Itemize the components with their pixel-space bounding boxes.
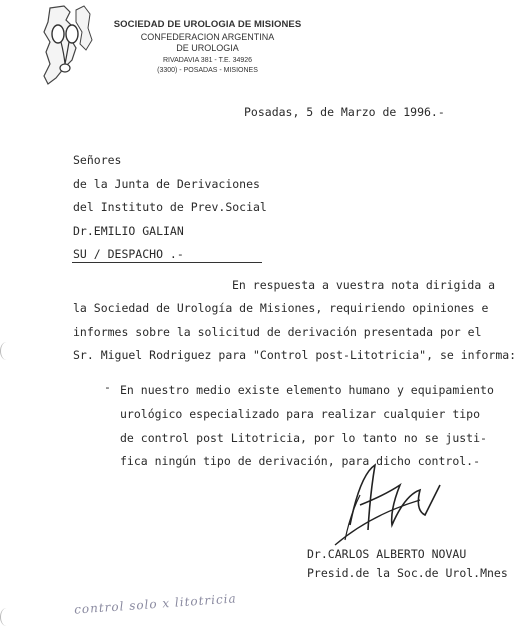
quote-line: urológico especializado para realizar cualquier tipo	[120, 407, 481, 421]
letterhead-confederation-line1: CONFEDERACION ARGENTINA	[140, 32, 275, 42]
recipient-underline	[72, 262, 262, 263]
signatory-title: Presid.de la Soc.de Urol.Mnes	[307, 566, 508, 580]
body-line: Sr. Miguel Rodriguez para "Control post-Litotricia", se informa:	[73, 348, 517, 362]
body-line: informes sobre la solicitud de derivación presentada por el	[73, 325, 482, 339]
handwritten-note: control solo x litotricia	[73, 591, 238, 617]
quote-line: de control post Litotricia, por lo tanto no se justi-	[120, 431, 487, 445]
letterhead-city: (3300) - POSADAS - MISIONES	[157, 67, 258, 74]
letterhead-confederation-line2: DE UROLOGIA	[176, 43, 239, 53]
recipient-line: Dr.EMILIO GALIAN	[73, 224, 184, 238]
quote-line: En nuestro medio existe elemento humano y equipamiento	[120, 383, 494, 397]
place-date: Posadas, 5 de Marzo de 1996.-	[244, 105, 445, 119]
punch-hole-mark	[0, 342, 13, 360]
society-logo-icon	[36, 4, 100, 88]
letterhead-address: RIVADAVIA 381 - T.E. 34926	[162, 57, 253, 64]
body-line: En respuesta a vuestra nota dirigida a	[232, 278, 496, 292]
handwritten-signature	[330, 455, 450, 555]
recipient-line: SU / DESPACHO .-	[73, 247, 184, 261]
letterhead-org-name: SOCIEDAD DE UROLOGIA DE MISIONES	[113, 19, 302, 30]
recipient-line: del Instituto de Prev.Social	[73, 200, 267, 214]
recipient-line: Señores	[73, 153, 122, 167]
body-line: la Sociedad de Urología de Misiones, requiriendo opiniones e	[73, 301, 489, 315]
signatory-name: Dr.CARLOS ALBERTO NOVAU	[307, 547, 467, 561]
punch-hole-mark	[0, 608, 13, 626]
quote-dash: -	[104, 380, 111, 394]
recipient-line: de la Junta de Derivaciones	[73, 177, 260, 191]
quote-line: fica ningún tipo de derivación, para dicho control.-	[120, 454, 481, 468]
